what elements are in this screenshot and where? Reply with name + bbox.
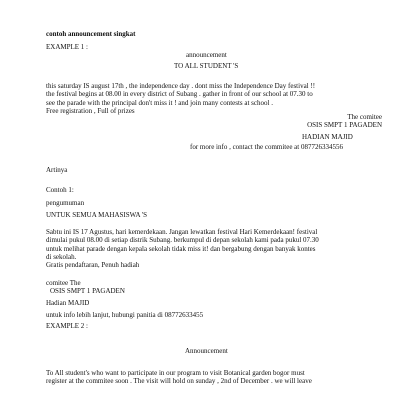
example1-heading: announcement xyxy=(186,51,227,59)
example1-to-line: TO ALL STUDENT 'S xyxy=(174,62,239,70)
translation-body-line: Gratis pendaftaran, Penuh hadiah xyxy=(46,261,140,269)
example1-sign-org: OSIS SMPT 1 PAGADEN xyxy=(307,121,382,129)
translation-sign-name: Hadian MAJID xyxy=(46,299,90,307)
example1-label: EXAMPLE 1 : xyxy=(46,43,88,51)
translation-sign-org: OSIS SMPT 1 PAGADEN xyxy=(50,287,125,295)
example2-body-line: register at the commitee soon . The visit will hold on sunday , 2nd of December . we will leave xyxy=(46,377,312,386)
translation-to-line: UNTUK SEMUA MAHASISWA 'S xyxy=(46,211,148,219)
translation-example-label: Contoh 1: xyxy=(46,186,74,194)
translation-contact: untuk info lebih lanjut, hubungi panitia di 08772633455 xyxy=(46,311,204,319)
example2-heading: Announcement xyxy=(185,347,228,355)
translation-body-line: di sekolah. xyxy=(46,252,77,261)
document-title: contoh announcement singkat xyxy=(46,30,136,38)
translation-body-line: Sabtu ini IS 17 Agustus, hari kemerdekaan. Jangan lewatkan festival Hari Kemerdekaan! festival xyxy=(46,228,318,236)
translation-sign-role: comitee The xyxy=(46,279,81,287)
translation-body-line: untuk melihat parade dengan kepala sekolah tidak miss it! dan bergabung dengan banyak kontes xyxy=(46,244,316,253)
example1-body-line: Free registration , Full of prizes xyxy=(46,106,135,115)
example1-sign-role: The comitee xyxy=(347,113,382,121)
example1-body xyxy=(46,82,386,115)
example2-label: EXAMPLE 2 : xyxy=(46,322,88,330)
translation-body-line: dimulai pukul 08.00 di setiap distrik Subang. berkumpul di depan sekolah kami pada pukul 07.30 xyxy=(46,236,319,245)
example1-contact: for more info , contact the commitee at 087726334556 xyxy=(190,143,343,151)
example1-sign-name: HADIAN MAJID xyxy=(302,133,353,141)
example1-body-line: this saturday IS august 17th , the independence day . dont miss the Independence Day festival !! xyxy=(46,82,316,90)
example2-body-line: To All student's who want to participate in our program to visit Botanical garden bogor must xyxy=(46,369,305,377)
example1-body-line: the festival begins at 08.00 in every district of Subang . gather in front of our school at 07.30 to xyxy=(46,90,313,99)
example1-body-line: see the parade with the principal don't miss it ! and join many contests at school . xyxy=(46,98,273,107)
translation-body xyxy=(46,228,391,269)
example2-body xyxy=(46,369,391,386)
translation-heading: pengumuman xyxy=(46,199,85,207)
translation-label: Artinya xyxy=(46,166,68,174)
